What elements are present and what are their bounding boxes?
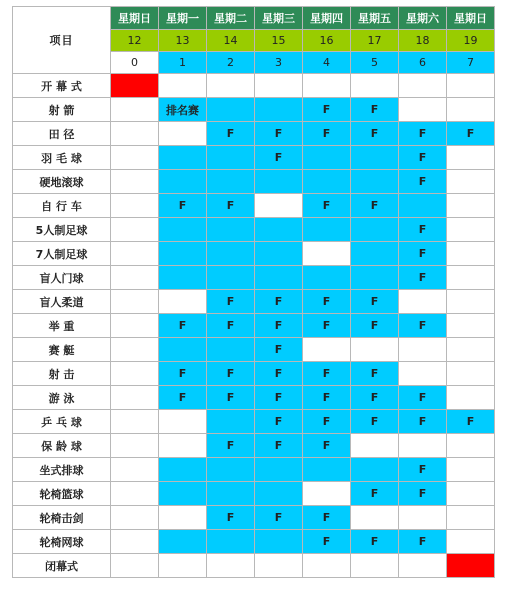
competition-day-cell: F [207, 290, 255, 314]
event-name: 田 径 [13, 122, 111, 146]
empty-day-cell [159, 506, 207, 530]
competition-day-cell [351, 458, 399, 482]
competition-day-cell: F [255, 410, 303, 434]
competition-day-cell [207, 98, 255, 122]
empty-day-cell [303, 74, 351, 98]
empty-day-cell [351, 434, 399, 458]
event-row [13, 290, 495, 314]
competition-day-cell [303, 218, 351, 242]
empty-day-cell [111, 170, 159, 194]
empty-day-cell [255, 194, 303, 218]
competition-day-cell [255, 170, 303, 194]
competition-day-cell: F [447, 122, 495, 146]
event-row [13, 458, 495, 482]
empty-day-cell [447, 242, 495, 266]
competition-day-cell: F [399, 218, 447, 242]
day-number-cell: 7 [447, 52, 495, 74]
competition-day-cell: F [303, 194, 351, 218]
weekday-header-row [13, 7, 495, 30]
empty-day-cell [303, 554, 351, 578]
empty-day-cell [111, 122, 159, 146]
date-cell: 17 [351, 30, 399, 52]
empty-day-cell [447, 434, 495, 458]
event-name: 乒 乓 球 [13, 410, 111, 434]
competition-day-cell: F [303, 530, 351, 554]
competition-day-cell: F [303, 362, 351, 386]
competition-day-cell [159, 170, 207, 194]
empty-day-cell [399, 338, 447, 362]
weekday-header: 星期六 [399, 7, 447, 30]
date-cell: 16 [303, 30, 351, 52]
event-row [13, 482, 495, 506]
competition-day-cell: F [399, 146, 447, 170]
date-cell: 13 [159, 30, 207, 52]
empty-day-cell [159, 410, 207, 434]
event-name: 硬地滚球 [13, 170, 111, 194]
competition-day-cell: F [207, 362, 255, 386]
competition-schedule-table [12, 6, 495, 578]
weekday-header: 星期四 [303, 7, 351, 30]
day-number-cell: 3 [255, 52, 303, 74]
competition-day-cell: F [255, 122, 303, 146]
competition-day-cell [159, 458, 207, 482]
competition-day-cell: F [399, 170, 447, 194]
empty-day-cell [399, 434, 447, 458]
competition-day-cell [207, 338, 255, 362]
competition-day-cell: F [399, 410, 447, 434]
competition-day-cell [159, 482, 207, 506]
competition-day-cell [255, 458, 303, 482]
day-number-cell: 5 [351, 52, 399, 74]
competition-day-cell: F [255, 146, 303, 170]
empty-day-cell [447, 386, 495, 410]
event-row [13, 266, 495, 290]
event-name: 保 龄 球 [13, 434, 111, 458]
event-name: 自 行 车 [13, 194, 111, 218]
event-name: 赛 艇 [13, 338, 111, 362]
empty-day-cell [351, 554, 399, 578]
competition-day-cell: F [255, 386, 303, 410]
item-column-header: 项目 [13, 7, 111, 74]
event-name: 轮椅篮球 [13, 482, 111, 506]
competition-day-cell [207, 482, 255, 506]
date-cell: 18 [399, 30, 447, 52]
competition-day-cell: F [351, 98, 399, 122]
day-number-cell: 4 [303, 52, 351, 74]
event-row [13, 530, 495, 554]
competition-day-cell: F [399, 314, 447, 338]
competition-day-cell [207, 410, 255, 434]
competition-day-cell [303, 170, 351, 194]
competition-day-cell: F [399, 122, 447, 146]
empty-day-cell [447, 146, 495, 170]
empty-day-cell [447, 338, 495, 362]
competition-day-cell: F [351, 386, 399, 410]
empty-day-cell [447, 170, 495, 194]
event-name: 开 幕 式 [13, 74, 111, 98]
empty-day-cell [111, 482, 159, 506]
competition-day-cell: F [399, 242, 447, 266]
empty-day-cell [111, 98, 159, 122]
competition-day-cell: F [255, 362, 303, 386]
empty-day-cell [303, 482, 351, 506]
empty-day-cell [111, 146, 159, 170]
empty-day-cell [447, 218, 495, 242]
empty-day-cell [447, 482, 495, 506]
empty-day-cell [399, 290, 447, 314]
empty-day-cell [111, 314, 159, 338]
competition-day-cell [351, 170, 399, 194]
event-row [13, 314, 495, 338]
competition-day-cell: F [159, 362, 207, 386]
event-row [13, 146, 495, 170]
event-row [13, 506, 495, 530]
event-name: 盲人门球 [13, 266, 111, 290]
competition-day-cell [255, 242, 303, 266]
competition-day-cell [159, 530, 207, 554]
weekday-header: 星期一 [159, 7, 207, 30]
competition-day-cell: F [159, 386, 207, 410]
day-number-cell: 2 [207, 52, 255, 74]
empty-day-cell [111, 362, 159, 386]
ceremony-cell [447, 554, 495, 578]
empty-day-cell [159, 290, 207, 314]
competition-day-cell: F [255, 314, 303, 338]
competition-day-cell: F [303, 314, 351, 338]
event-row [13, 434, 495, 458]
empty-day-cell [447, 74, 495, 98]
competition-day-cell [255, 98, 303, 122]
competition-day-cell: F [399, 482, 447, 506]
empty-day-cell [159, 554, 207, 578]
competition-day-cell: F [255, 290, 303, 314]
date-cell: 19 [447, 30, 495, 52]
competition-day-cell: F [159, 194, 207, 218]
competition-day-cell: F [303, 410, 351, 434]
event-row [13, 362, 495, 386]
competition-day-cell: F [351, 122, 399, 146]
competition-day-cell: F [255, 506, 303, 530]
empty-day-cell [111, 242, 159, 266]
competition-day-cell: F [351, 290, 399, 314]
empty-day-cell [447, 530, 495, 554]
competition-day-cell: F [207, 194, 255, 218]
empty-day-cell [447, 314, 495, 338]
empty-day-cell [447, 290, 495, 314]
date-cell: 15 [255, 30, 303, 52]
competition-day-cell [255, 218, 303, 242]
competition-day-cell [255, 266, 303, 290]
competition-day-cell [159, 338, 207, 362]
competition-day-cell: F [399, 530, 447, 554]
competition-day-cell [207, 266, 255, 290]
empty-day-cell [255, 74, 303, 98]
competition-day-cell [303, 146, 351, 170]
empty-day-cell [111, 218, 159, 242]
competition-day-cell: F [303, 122, 351, 146]
competition-day-cell [207, 242, 255, 266]
event-name: 射 击 [13, 362, 111, 386]
empty-day-cell [111, 434, 159, 458]
empty-day-cell [447, 506, 495, 530]
competition-day-cell [159, 266, 207, 290]
event-name: 坐式排球 [13, 458, 111, 482]
competition-day-cell [207, 218, 255, 242]
event-row [13, 122, 495, 146]
competition-day-cell: F [303, 98, 351, 122]
event-name: 射 箭 [13, 98, 111, 122]
competition-day-cell: F [303, 386, 351, 410]
event-name: 盲人柔道 [13, 290, 111, 314]
competition-day-cell [159, 218, 207, 242]
empty-day-cell [111, 266, 159, 290]
empty-day-cell [207, 554, 255, 578]
empty-day-cell [351, 506, 399, 530]
event-name: 轮椅网球 [13, 530, 111, 554]
empty-day-cell [399, 74, 447, 98]
competition-day-cell [351, 242, 399, 266]
competition-day-cell: F [303, 434, 351, 458]
empty-day-cell [159, 74, 207, 98]
empty-day-cell [111, 506, 159, 530]
competition-day-cell: F [159, 314, 207, 338]
day-number-cell: 0 [111, 52, 159, 74]
event-row [13, 554, 495, 578]
competition-day-cell [303, 458, 351, 482]
weekday-header: 星期三 [255, 7, 303, 30]
event-row [13, 338, 495, 362]
date-cell: 12 [111, 30, 159, 52]
competition-day-cell: 排名赛 [159, 98, 207, 122]
competition-day-cell: F [351, 194, 399, 218]
competition-day-cell [255, 530, 303, 554]
event-name: 7人制足球 [13, 242, 111, 266]
competition-day-cell: F [351, 482, 399, 506]
competition-day-cell [159, 146, 207, 170]
weekday-header: 星期日 [447, 7, 495, 30]
event-name: 举 重 [13, 314, 111, 338]
empty-day-cell [111, 194, 159, 218]
empty-day-cell [447, 266, 495, 290]
empty-day-cell [111, 386, 159, 410]
empty-day-cell [159, 122, 207, 146]
event-row [13, 386, 495, 410]
empty-day-cell [111, 458, 159, 482]
day-number-cell: 6 [399, 52, 447, 74]
competition-day-cell [399, 194, 447, 218]
competition-day-cell [351, 218, 399, 242]
event-row [13, 194, 495, 218]
empty-day-cell [111, 410, 159, 434]
competition-day-cell: F [447, 410, 495, 434]
competition-day-cell [351, 146, 399, 170]
competition-day-cell: F [399, 266, 447, 290]
empty-day-cell [447, 194, 495, 218]
competition-day-cell: F [399, 386, 447, 410]
competition-day-cell [207, 170, 255, 194]
competition-day-cell: F [351, 362, 399, 386]
empty-day-cell [447, 458, 495, 482]
empty-day-cell [351, 338, 399, 362]
empty-day-cell [399, 98, 447, 122]
empty-day-cell [351, 74, 399, 98]
competition-day-cell: F [207, 386, 255, 410]
ceremony-cell [111, 74, 159, 98]
competition-day-cell: F [351, 314, 399, 338]
competition-day-cell [207, 146, 255, 170]
event-row [13, 170, 495, 194]
empty-day-cell [111, 338, 159, 362]
event-name: 游 泳 [13, 386, 111, 410]
empty-day-cell [303, 242, 351, 266]
event-row [13, 98, 495, 122]
competition-day-cell: F [207, 122, 255, 146]
event-name: 闭幕式 [13, 554, 111, 578]
event-name: 轮椅击剑 [13, 506, 111, 530]
empty-day-cell [111, 554, 159, 578]
empty-day-cell [255, 554, 303, 578]
weekday-header: 星期五 [351, 7, 399, 30]
empty-day-cell [399, 554, 447, 578]
date-cell: 14 [207, 30, 255, 52]
competition-day-cell [207, 458, 255, 482]
weekday-header: 星期二 [207, 7, 255, 30]
event-row [13, 218, 495, 242]
day-number-cell: 1 [159, 52, 207, 74]
competition-day-cell: F [207, 314, 255, 338]
event-name: 羽 毛 球 [13, 146, 111, 170]
empty-day-cell [447, 98, 495, 122]
empty-day-cell [111, 290, 159, 314]
competition-day-cell: F [351, 410, 399, 434]
competition-day-cell [255, 482, 303, 506]
weekday-header: 星期日 [111, 7, 159, 30]
event-row [13, 74, 495, 98]
event-row [13, 242, 495, 266]
competition-day-cell: F [399, 458, 447, 482]
competition-day-cell [351, 266, 399, 290]
competition-day-cell [207, 530, 255, 554]
competition-day-cell: F [351, 530, 399, 554]
competition-day-cell: F [255, 434, 303, 458]
competition-day-cell: F [255, 338, 303, 362]
empty-day-cell [111, 530, 159, 554]
empty-day-cell [399, 362, 447, 386]
empty-day-cell [399, 506, 447, 530]
competition-day-cell [159, 242, 207, 266]
empty-day-cell [447, 362, 495, 386]
event-row [13, 410, 495, 434]
competition-day-cell: F [303, 506, 351, 530]
competition-day-cell: F [207, 506, 255, 530]
empty-day-cell [159, 434, 207, 458]
competition-day-cell: F [207, 434, 255, 458]
competition-day-cell: F [303, 290, 351, 314]
empty-day-cell [303, 338, 351, 362]
competition-day-cell [303, 266, 351, 290]
empty-day-cell [207, 74, 255, 98]
event-name: 5人制足球 [13, 218, 111, 242]
